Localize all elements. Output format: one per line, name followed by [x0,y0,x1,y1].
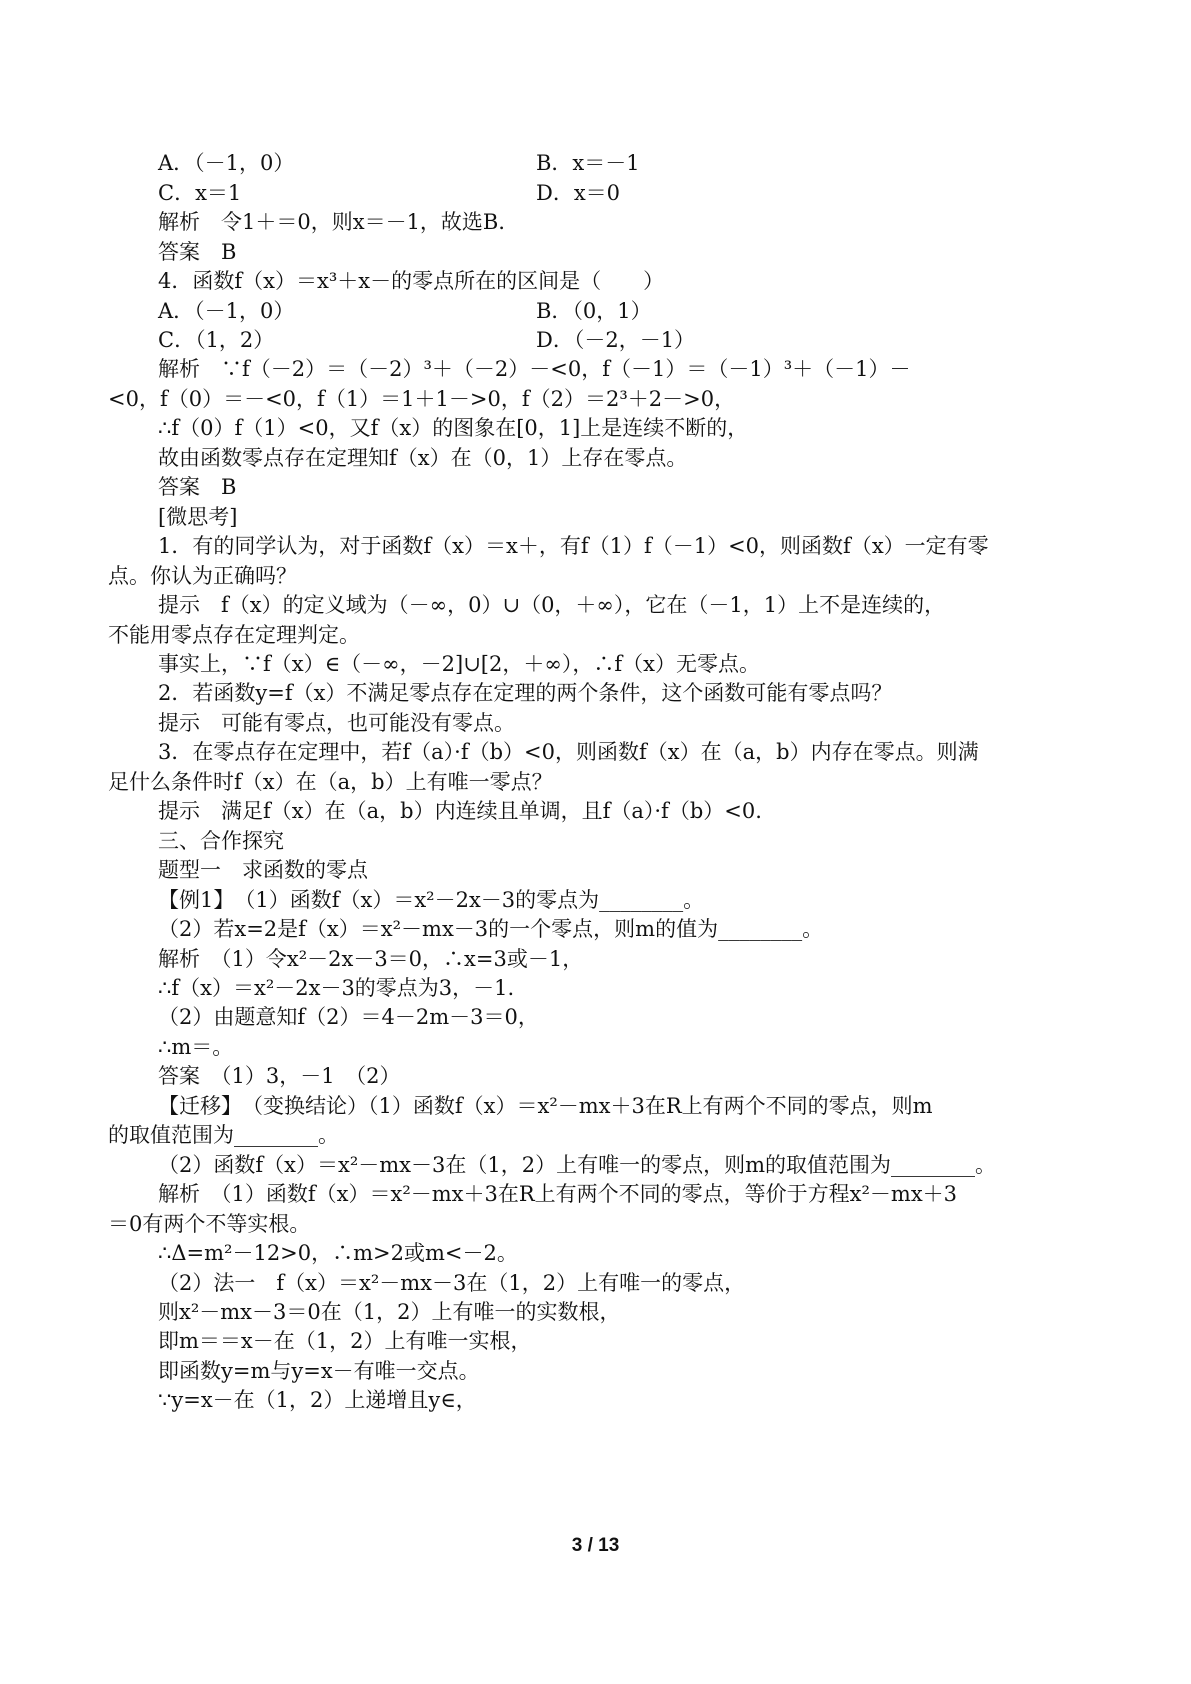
answer-line: 答案 B [158,240,237,264]
section-heading: 三、合作探究 [158,829,284,853]
answer-line: 答案 （1）3，－1 （2） [158,1064,401,1088]
section-heading: [微思考] [158,505,238,529]
example-1: （2）若x=2是f（x）＝x²－mx－3的一个零点，则m的值为________。 [158,917,824,941]
transfer-question: 的取值范围为________。 [108,1123,339,1147]
think-question-2: 2．若函数y=f（x）不满足零点存在定理的两个条件，这个函数可能有零点吗？ [158,681,893,705]
hint-line: 不能用零点存在定理判定。 [108,623,360,647]
page-number: 3 / 13 [571,1535,620,1556]
analysis-line: 则x²－mx－3＝0在（1，2）上有唯一的实数根， [158,1300,621,1324]
analysis-line: ∴m＝。 [158,1035,234,1059]
analysis-line: <0，f（0）＝－<0，f（1）＝1＋1－>0，f（2）＝2³＋2－>0， [108,387,736,411]
think-question-3: 足什么条件时f（x）在（a，b）上有唯一零点？ [108,770,553,794]
option-a: A．（－1，0） [158,299,295,323]
analysis-line: （2）由题意知f（2）＝4－2m－3＝0， [158,1005,539,1029]
hint-line: 提示 满足f（x）在（a，b）内连续且单调，且f（a）·f（b）<0. [158,799,762,823]
think-question-1: 点。你认为正确吗？ [108,564,297,588]
hint-line: 提示 可能有零点，也可能没有零点。 [158,711,515,735]
analysis-line: ∴f（0）f（1）<0，又f（x）的图象在[0，1]上是连续不断的， [158,416,749,440]
analysis-line: （2）法一 f（x）＝x²－mx－3在（1，2）上有唯一的零点， [158,1271,746,1295]
analysis-line: ∵y=x－在（1，2）上递增且y∈， [158,1388,477,1412]
analysis-line: ∴Δ=m²－12>0，∴m>2或m<－2。 [158,1241,518,1265]
option-d: D．x＝0 [536,181,621,205]
example-1: 【例1】 （1）函数f（x）＝x²－2x－3的零点为________。 [158,888,705,912]
option-a: A．（－1，0） [158,151,295,175]
think-question-1: 1．有的同学认为，对于函数f（x）＝x＋，有f（1）f（－1）<0，则函数f（x）一定有零 [158,534,989,558]
hint-line: 事实上，∵f（x）∈（－∞，－2]∪[2，＋∞），∴f（x）无零点。 [158,652,760,676]
topic-heading: 题型一 求函数的零点 [158,858,368,882]
hint-line: 提示 f（x）的定义域为（－∞，0）∪（0，＋∞），它在（－1，1）上不是连续的， [158,593,946,617]
think-question-3: 3．在零点存在定理中，若f（a）·f（b）<0，则函数f（x）在（a，b）内存在零点。则满 [158,740,979,764]
transfer-question: 【迁移】 （变换结论）（1）函数f（x）＝x²－mx＋3在R上有两个不同的零点，则m [158,1094,933,1118]
analysis-line: 即m＝＝x－在（1，2）上有唯一实根， [158,1329,532,1353]
question-4: 4．函数f（x）＝x³＋x－的零点所在的区间是（ ） [158,269,665,293]
analysis-line: 解析 ∵f（－2）＝（－2）³＋（－2）－<0，f（－1）＝（－1）³＋（－1）－ [158,357,911,381]
analysis-line: ∴f（x）＝x²－2x－3的零点为3，－1. [158,976,515,1000]
option-b: B．x＝－1 [536,151,640,175]
analysis-line: 解析 （1）令x²－2x－3＝0，∴x=3或－1， [158,947,584,971]
analysis-line: 故由函数零点存在定理知f（x）在（0，1）上存在零点。 [158,446,688,470]
option-b: B．（0，1） [536,299,652,323]
answer-line: 答案 B [158,475,237,499]
analysis-line: ＝0有两个不等实根。 [108,1212,311,1236]
option-c: C．（1，2） [158,328,275,352]
analysis-line: 解析 令1＋＝0，则x＝－1，故选B． [158,210,520,234]
analysis-line: 即函数y=m与y=x－有唯一交点。 [158,1359,480,1383]
option-d: D．（－2，－1） [536,328,696,352]
transfer-question: （2）函数f（x）＝x²－mx－3在（1，2）上有唯一的零点，则m的取值范围为________。 [158,1153,996,1177]
analysis-line: 解析 （1）函数f（x）＝x²－mx＋3在R上有两个不同的零点，等价于方程x²－mx＋3 [158,1182,958,1206]
option-c: C．x＝1 [158,181,242,205]
